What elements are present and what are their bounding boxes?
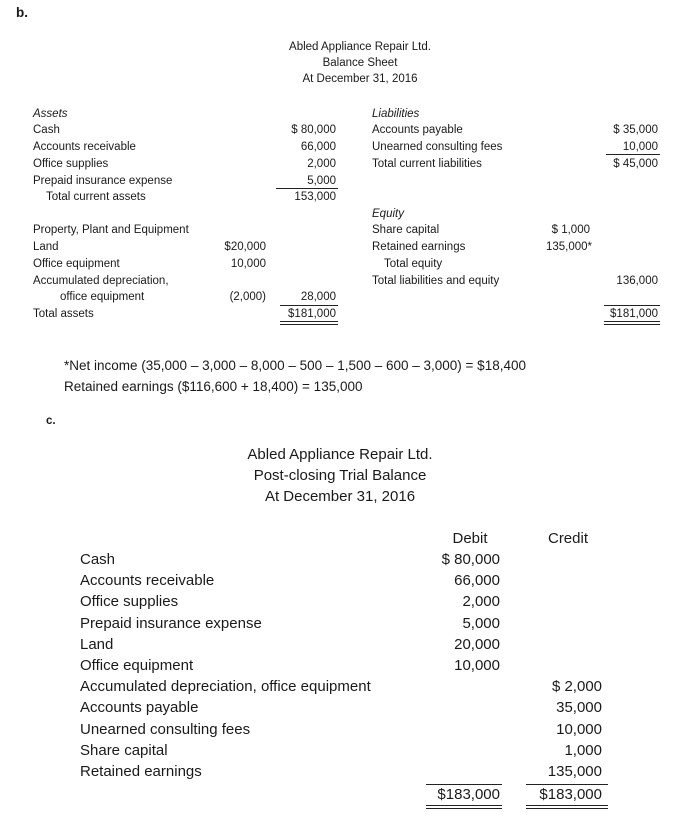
- tb-credit-amount: 135,000: [547, 763, 602, 780]
- assets-heading: Assets: [33, 108, 68, 120]
- tb-credit-amount: $ 2,000: [551, 678, 602, 695]
- liabilities-heading: Liabilities: [372, 108, 420, 120]
- bs-statement-title: Balance Sheet: [322, 57, 398, 69]
- tb-debit-amount: 5,000: [462, 615, 500, 632]
- tb-debit-amount: 66,000: [454, 572, 500, 589]
- asset-ar-label: Accounts receivable: [33, 141, 136, 153]
- tb-account-name: Office equipment: [80, 657, 194, 674]
- credit-column-header: Credit: [547, 530, 588, 547]
- net-income-note: *Net income (35,000 – 3,000 – 8,000 – 500 – 1,500 – 600 – 3,000) = $18,400: [64, 358, 526, 373]
- asset-ar-amount: 66,000: [300, 141, 336, 153]
- rule-current-assets: [276, 188, 338, 189]
- liab-ap-amount: $ 35,000: [613, 124, 658, 136]
- tb-credit-amount: 1,000: [564, 742, 602, 759]
- tb-account-name: Cash: [80, 551, 116, 568]
- tb-account-name: Office supplies: [80, 593, 179, 610]
- total-current-assets-label: Total current assets: [46, 191, 146, 203]
- liab-unearned-amount: 10,000: [622, 141, 658, 153]
- total-liab-equity-label: Total liabilities and equity: [372, 275, 500, 287]
- tb-company-name: Abled Appliance Repair Ltd.: [247, 446, 433, 463]
- tb-statement-date: At December 31, 2016: [264, 488, 416, 505]
- double-rule-total-liab-equity: [604, 321, 660, 325]
- tb-debit-amount: 20,000: [454, 636, 500, 653]
- tb-account-name: Accounts payable: [80, 699, 199, 716]
- retained-earnings-note: Retained earnings ($116,600 + 18,400) = 135,000: [64, 379, 363, 394]
- equity-share-capital-label: Share capital: [372, 224, 440, 236]
- tb-account-name: Share capital: [80, 742, 168, 759]
- double-rule-credit-total: [526, 805, 608, 809]
- tb-credit-amount: 35,000: [556, 699, 602, 716]
- tb-statement-title: Post-closing Trial Balance: [253, 467, 427, 484]
- part-c-label: c.: [46, 415, 56, 427]
- double-rule-debit-total: [426, 805, 502, 809]
- liab-ap-label: Accounts payable: [372, 124, 463, 136]
- accum-dep-amount: (2,000): [229, 291, 266, 303]
- total-current-assets-amount: 153,000: [294, 191, 336, 203]
- tb-account-name: Prepaid insurance expense: [80, 615, 262, 632]
- asset-office-equipment-amount: 10,000: [230, 258, 266, 270]
- tb-account-name: Retained earnings: [80, 763, 202, 780]
- bs-statement-date: At December 31, 2016: [302, 73, 418, 85]
- asset-prepaid-amount: 5,000: [307, 175, 336, 187]
- total-assets-amount: $181,000: [288, 308, 336, 320]
- total-equity-amount: 136,000: [616, 275, 658, 287]
- rule-ppe: [280, 305, 338, 306]
- debit-column-header: Debit: [452, 530, 488, 547]
- asset-land-label: Land: [33, 241, 59, 253]
- tb-account-name: Accounts receivable: [80, 572, 215, 589]
- tb-credit-amount: 10,000: [556, 721, 602, 738]
- tb-debit-amount: $ 80,000: [441, 551, 500, 568]
- ppe-heading: Property, Plant and Equipment: [33, 224, 189, 236]
- rule-liab-equity: [604, 305, 660, 306]
- total-assets-label: Total assets: [33, 308, 94, 320]
- asset-supplies-amount: 2,000: [307, 158, 336, 170]
- asset-prepaid-label: Prepaid insurance expense: [33, 175, 173, 187]
- asset-supplies-label: Office supplies: [33, 158, 109, 170]
- bs-company-name: Abled Appliance Repair Ltd.: [289, 41, 431, 53]
- tb-account-name: Unearned consulting fees: [80, 721, 251, 738]
- equity-retained-earnings-label: Retained earnings: [372, 241, 466, 253]
- accum-dep-label-line2: office equipment: [60, 291, 145, 303]
- total-credit: $183,000: [539, 786, 602, 803]
- tb-debit-amount: 2,000: [462, 593, 500, 610]
- ppe-net-amount: 28,000: [300, 291, 336, 303]
- total-liab-equity-amount: $181,000: [610, 308, 658, 320]
- total-current-liabilities-amount: $ 45,000: [613, 158, 658, 170]
- tb-account-name: Accumulated depreciation, office equipment: [80, 678, 371, 695]
- accum-dep-label-line1: Accumulated depreciation,: [33, 275, 169, 287]
- equity-share-capital-amount: $ 1,000: [551, 224, 590, 236]
- tb-account-name: Land: [80, 636, 114, 653]
- tb-debit-amount: 10,000: [454, 657, 500, 674]
- asset-cash-amount: $ 80,000: [291, 124, 336, 136]
- equity-heading: Equity: [372, 208, 404, 220]
- total-debit: $183,000: [437, 786, 500, 803]
- asset-office-equipment-label: Office equipment: [33, 258, 120, 270]
- equity-retained-earnings-amount: 135,000*: [545, 241, 592, 253]
- asset-land-amount: $20,000: [224, 241, 266, 253]
- total-equity-label: Total equity: [384, 258, 443, 270]
- total-current-liabilities-label: Total current liabilities: [372, 158, 482, 170]
- double-rule-total-assets: [280, 321, 338, 325]
- liab-unearned-label: Unearned consulting fees: [372, 141, 503, 153]
- part-b-label: b.: [16, 5, 28, 20]
- rule-liabilities: [606, 154, 660, 155]
- asset-cash-label: Cash: [33, 124, 60, 136]
